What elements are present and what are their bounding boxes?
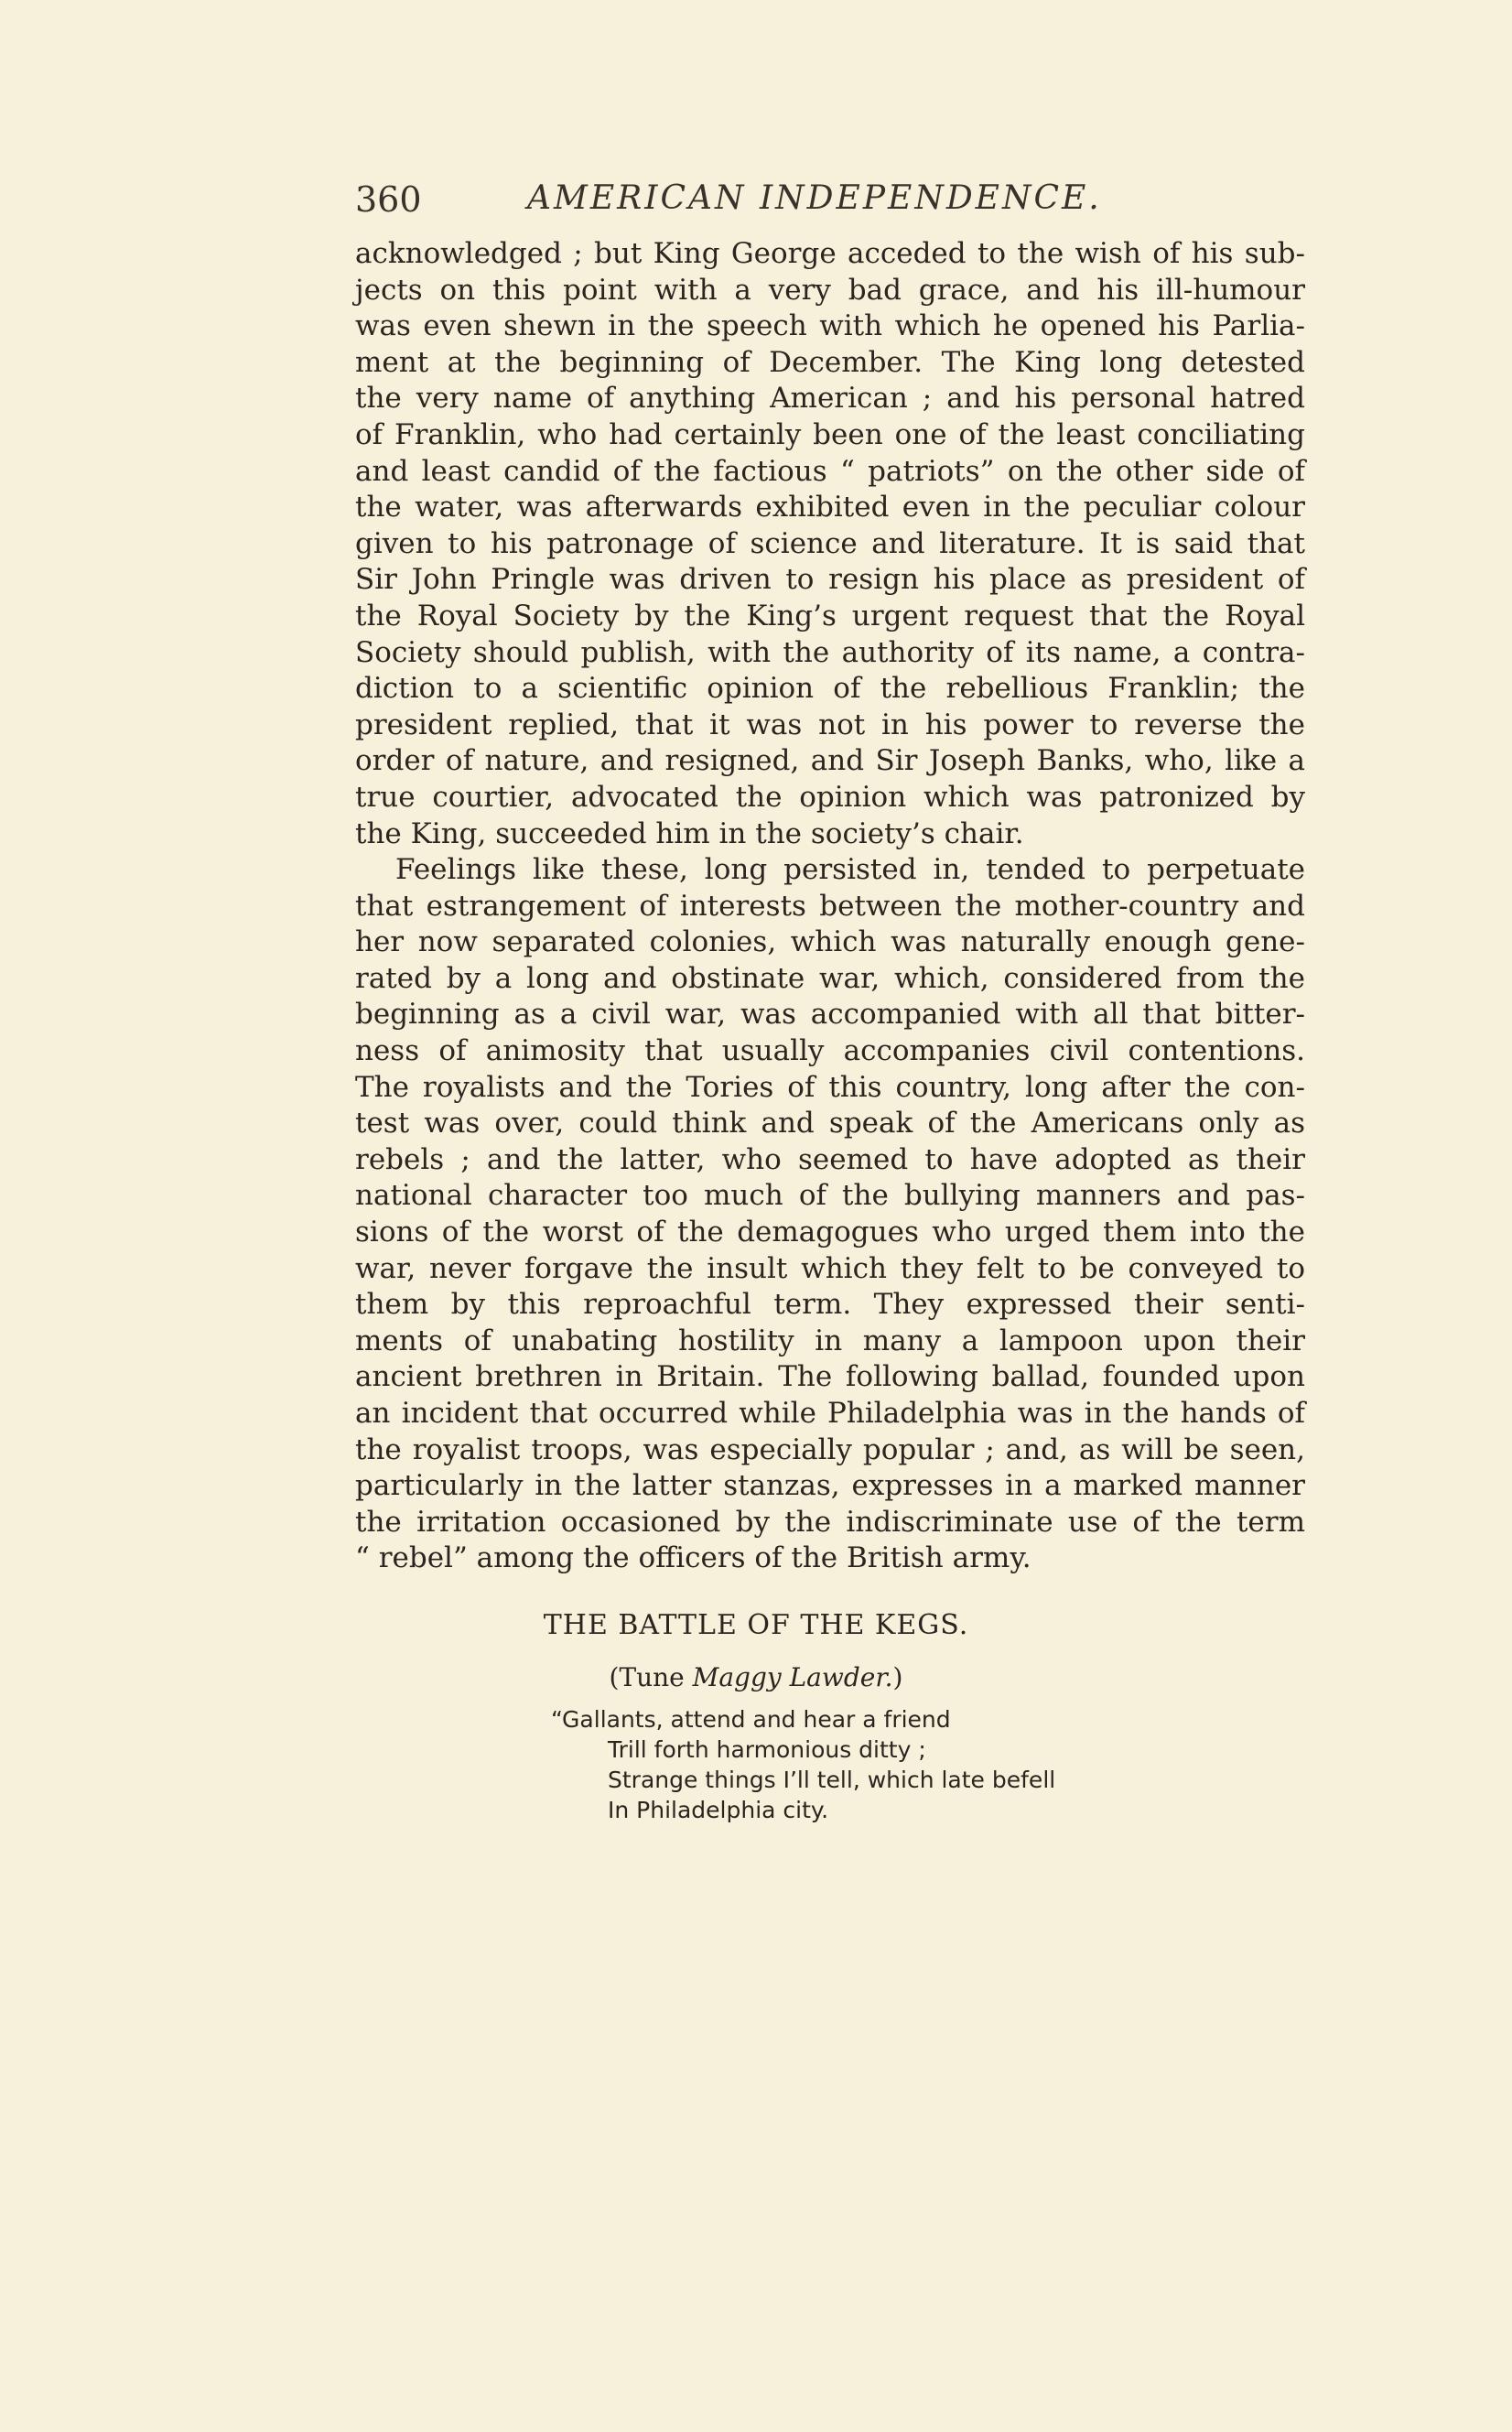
tune-name: Maggy Lawder. <box>692 1662 893 1692</box>
tune-suffix: ) <box>892 1662 903 1692</box>
body-text <box>355 236 1305 1577</box>
text-line: Society should publish, with the authority of its name, a contra- <box>355 635 1305 669</box>
poem-title: THE BATTLE OF THE KEGS. <box>543 1609 969 1641</box>
running-head: AMERICAN INDEPENDENCE. <box>527 179 1102 217</box>
poem-line: In Philadelphia city. <box>608 1797 829 1823</box>
text-line: order of nature, and resigned, and Sir Joseph Banks, who, like a <box>355 744 1305 778</box>
text-line: diction to a scientific opinion of the rebellious Franklin; the <box>355 672 1305 706</box>
poem-line: Trill forth harmonious ditty ; <box>608 1736 926 1763</box>
text-line: the very name of anything American ; and his personal hatred <box>355 382 1305 416</box>
text-line: president replied, that it was not in his power to reverse the <box>355 708 1305 741</box>
text-line: Feelings like these, long persisted in, tended to perpetuate <box>395 853 1305 887</box>
poem-line: “Gallants, attend and hear a friend <box>551 1706 951 1733</box>
text-line: of Franklin, who had certainly been one of the least conciliating <box>355 417 1305 451</box>
text-line: the Royal Society by the King’s urgent request that the Royal <box>355 599 1305 632</box>
text-line: the irritation occasioned by the indiscriminate use of the term <box>355 1505 1305 1539</box>
text-line: The royalists and the Tories of this country, long after the con- <box>355 1070 1305 1104</box>
text-line: sions of the worst of the demagogues who urged them into the <box>355 1216 1305 1249</box>
text-line: was even shewn in the speech with which he opened his Parlia- <box>355 309 1305 343</box>
text-line: ments of unabating hostility in many a lampoon upon their <box>355 1324 1305 1357</box>
text-line: national character too much of the bullying manners and pas- <box>355 1179 1305 1213</box>
poem-stanza <box>551 1704 1192 1825</box>
poem-line: Strange things I’ll tell, which late befell <box>608 1767 1056 1793</box>
text-line: an incident that occurred while Philadelphia was in the hands of <box>355 1397 1305 1430</box>
page-header <box>355 179 1124 231</box>
text-line: rated by a long and obstinate war, which, considered from the <box>355 961 1305 995</box>
text-line: Sir John Pringle was driven to resign his place as president of <box>355 563 1305 597</box>
text-line: “ rebel” among the officers of the British army. <box>355 1541 1031 1575</box>
text-line: the water, was afterwards exhibited even in the peculiar colour <box>355 491 1305 524</box>
page-number: 360 <box>355 179 422 220</box>
text-line: jects on this point with a very bad grace, and his ill-humour <box>355 273 1305 307</box>
text-line: true courtier, advocated the opinion which was patronized by <box>355 780 1305 814</box>
text-line: particularly in the latter stanzas, expresses in a marked manner <box>355 1469 1305 1503</box>
text-line: her now separated colonies, which was naturally enough gene- <box>355 925 1305 959</box>
text-line: ness of animosity that usually accompanies civil contentions. <box>355 1034 1305 1068</box>
text-line: ment at the beginning of December. The King long detested <box>355 345 1305 379</box>
text-line: beginning as a civil war, was accompanied with all that bitter- <box>355 998 1305 1032</box>
text-line: and least candid of the factious “ patriots” on the other side of <box>355 454 1305 488</box>
tune-prefix: (Tune <box>609 1662 693 1692</box>
text-line: test was over, could think and speak of the Americans only as <box>355 1107 1305 1140</box>
text-line: the royalist troops, was especially popular ; and, as will be seen, <box>355 1432 1305 1466</box>
text-line: rebels ; and the latter, who seemed to have adopted as their <box>355 1142 1305 1176</box>
text-line: given to his patronage of science and literature. It is said that <box>355 526 1305 560</box>
text-line: them by this reproachful term. They expressed their senti- <box>355 1288 1305 1322</box>
text-line: the King, succeeded him in the society’s chair. <box>355 816 1024 850</box>
text-line: war, never forgave the insult which they felt to be conveyed to <box>355 1251 1305 1285</box>
text-line: acknowledged ; but King George acceded to the wish of his sub- <box>355 237 1305 270</box>
text-line: ancient brethren in Britain. The following ballad, founded upon <box>355 1360 1305 1394</box>
text-line: that estrangement of interests between the mother-country and <box>355 889 1305 923</box>
poem-tune <box>0 1662 1512 1692</box>
